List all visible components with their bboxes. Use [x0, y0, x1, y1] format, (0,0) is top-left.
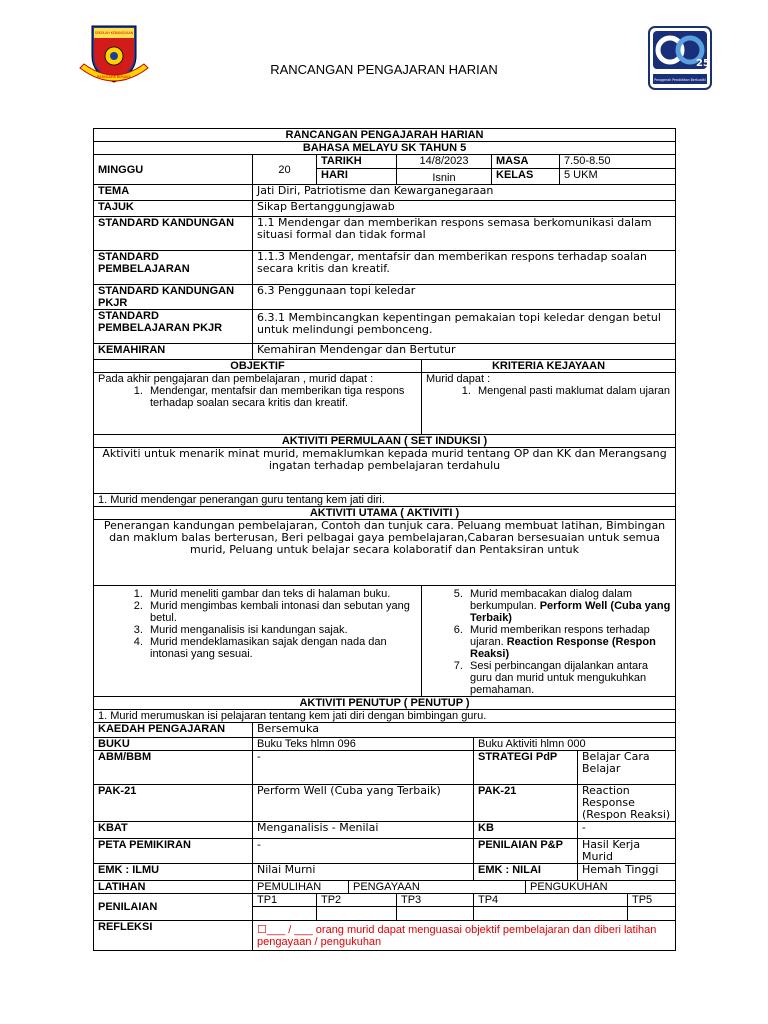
masa-label: MASA: [492, 155, 560, 169]
kriteria-intro: Murid dapat :: [426, 373, 491, 385]
standard-kandungan-pkjr-label: STANDARD KANDUNGAN PKJR: [94, 285, 253, 310]
pak21-label: PAK-21: [94, 785, 253, 822]
buku-aktiviti: Buku Aktiviti hlmn 000: [474, 738, 676, 751]
standard-pembelajaran-pkjr-label: STANDARD PEMBELAJARAN PKJR: [94, 310, 253, 344]
utama-left-item: 1. Murid meneliti gambar dan teks di halaman buku.: [146, 588, 417, 600]
buku-teks: Buku Teks hlmn 096: [253, 738, 474, 751]
kbat-value: Menganalisis - Menilai: [253, 822, 474, 839]
buku-label: BUKU: [94, 738, 253, 751]
permulaan-label: AKTIVITI PERMULAAN ( SET INDUKSI ): [94, 435, 676, 448]
item-bold: Perform Well (Cuba yang Terbaik): [470, 600, 671, 624]
crest-top-text: SEKOLAH KEBANGSAAN: [94, 31, 134, 35]
item-text: Murid memberikan respons terhadap ujaran.: [470, 624, 650, 648]
utama-left-item: 2. Murid mengimbas kembali intonasi dan sebutan yang betul.: [146, 600, 417, 624]
tp-cell: TP5: [628, 894, 676, 907]
tajuk-label: TAJUK: [94, 201, 253, 217]
objektif-cell: [94, 373, 422, 435]
item-text: Murid membacakan dialog dalam berkumpulan.: [470, 588, 633, 612]
abm-value: -: [253, 751, 474, 785]
tema-label: TEMA: [94, 185, 253, 201]
emk-nilai-value: Hemah Tinggi: [578, 864, 676, 881]
tarikh-label: TARIKH: [317, 155, 397, 169]
lesson-plan-table: [93, 128, 676, 951]
penutup-note: 1. Murid merumuskan isi pelajaran tentang kem jati diri dengan bimbingan guru.: [94, 710, 676, 723]
utama-text: Penerangan kandungan pembelajaran, Contoh dan tunjuk cara. Peluang membuat latihan, Bimbingan dan maklum balas berterusan, Beri pelbagai gaya pembelajaran,Cabaran bersesuaian untuk semua murid, Peluang untuk belajar secara kolaboratif dan Pentaksiran untuk: [94, 520, 676, 586]
logo-caption: Penggerak Pendidikan Berkualiti: [654, 78, 706, 82]
standard-pembelajaran-pkjr-value: 6.3.1 Membincangkan kepentingan pemakaian topi keledar dengan betul untuk melindungi pembonceng.: [253, 310, 676, 344]
pak21-value-2: Reaction Response (Respon Reaksi): [578, 785, 676, 822]
tp-blank: [474, 907, 628, 921]
kbat-label: KBAT: [94, 822, 253, 839]
kriteria-item: 1. Mengenal pasti maklumat dalam ujaran: [474, 385, 671, 397]
penutup-label: AKTIVITI PENUTUP ( PENUTUP ): [94, 697, 676, 710]
tp-cell: TP3: [397, 894, 474, 907]
standard-pembelajaran-value: 1.1.3 Mendengar, mentafsir dan memberikan respons terhadap soalan secara kritis dan kreatif.: [253, 251, 676, 285]
tp-cell: TP2: [317, 894, 397, 907]
page-title: RANCANGAN PENGAJARAN HARIAN: [270, 62, 498, 77]
tajuk-value: Sikap Bertanggungjawab: [253, 201, 676, 217]
utama-label: AKTIVITI UTAMA ( AKTIVITI ): [94, 507, 676, 520]
hari-label: HARI: [317, 169, 397, 185]
objektif-intro: Pada akhir pengajaran dan pembelajaran , murid dapat :: [98, 373, 374, 385]
peta-value: -: [253, 839, 474, 864]
kaedah-label: KAEDAH PENGAJARAN: [94, 723, 253, 738]
kelas-label: KELAS: [492, 169, 560, 185]
school-crest-logo: [78, 22, 150, 88]
standard-pembelajaran-label: STANDARD PEMBELAJARAN: [94, 251, 253, 285]
anniversary-logo: [648, 26, 712, 90]
penilaian-pp-label: PENILAIAN P&P: [474, 839, 578, 864]
standard-kandungan-value: 1.1 Mendengar dan memberikan respons semasa berkomunikasi dalam situasi formal dan tidak formal: [253, 217, 676, 251]
tema-value: Jati Diri, Patriotisme dan Kewarganegaraan: [253, 185, 676, 201]
objektif-item: 1. Mendengar, mentafsir dan memberikan tiga respons terhadap soalan secara kritis dan kreatif.: [146, 385, 417, 409]
strategi-label: STRATEGI PdP: [474, 751, 578, 785]
utama-left-item: 3. Murid menganalisis isi kandungan sajak.: [146, 624, 417, 636]
utama-right-cell: [422, 586, 676, 697]
latihan-pemulihan: PEMULIHAN: [253, 881, 349, 894]
penilaian-label: PENILAIAN: [94, 894, 253, 921]
permulaan-note: 1. Murid mendengar penerangan guru tentang kem jati diri.: [94, 494, 676, 507]
latihan-label: LATIHAN: [94, 881, 253, 894]
kriteria-cell: [422, 373, 676, 435]
masa-value: 7.50-8.50: [560, 155, 676, 169]
kemahiran-value: Kemahiran Mendengar dan Bertutur: [253, 344, 676, 360]
item-bold: Reaction Response (Respon Reaksi): [470, 636, 656, 660]
crest-ribbon-text: BERUSAHA BERJAYA: [97, 75, 131, 79]
utama-right-item: [466, 588, 671, 624]
table-subtitle: BAHASA MELAYU SK TAHUN 5: [94, 142, 676, 155]
tp-blank: [628, 907, 676, 921]
latihan-pengayaan: PENGAYAAN: [349, 881, 526, 894]
utama-left-item: 4. Murid mendeklamasikan sajak dengan nada dan intonasi yang sesuai.: [146, 636, 417, 660]
permulaan-text: Aktiviti untuk menarik minat murid, memaklumkan kepada murid tentang OP dan KK dan Merangsang ingatan terhadap pembelajaran terdahulu: [94, 448, 676, 494]
table-title: RANCANGAN PENGAJARAH HARIAN: [94, 129, 676, 142]
kriteria-label: KRITERIA KEJAYAAN: [422, 360, 676, 373]
tp-blank: [397, 907, 474, 921]
standard-kandungan-label: STANDARD KANDUNGAN: [94, 217, 253, 251]
minggu-value: 20: [253, 155, 317, 185]
hari-value: Isnin: [397, 169, 492, 185]
utama-left-cell: [94, 586, 422, 697]
item-text: Sesi perbincangan dijalankan antara guru dan murid untuk mengukuhkan pemahaman.: [470, 660, 648, 696]
standard-kandungan-pkjr-value: 6.3 Penggunaan topi keledar: [253, 285, 676, 310]
penilaian-pp-value: Hasil Kerja Murid: [578, 839, 676, 864]
pak21-value-1: Perform Well (Cuba yang Terbaik): [253, 785, 474, 822]
kb-value: -: [578, 822, 676, 839]
refleksi-text: ☐___ / ___ orang murid dapat menguasai objektif pembelajaran dan diberi latihan pengayaan / pengukuhan: [253, 921, 676, 951]
utama-right-item: [466, 660, 671, 696]
peta-label: PETA PEMIKIRAN: [94, 839, 253, 864]
emk-ilmu-label: EMK : ILMU: [94, 864, 253, 881]
abm-label: ABM/BBM: [94, 751, 253, 785]
latihan-pengukuhan: PENGUKUHAN: [526, 881, 676, 894]
minggu-label: MINGGU: [94, 155, 253, 185]
strategi-value: Belajar Cara Belajar: [578, 751, 676, 785]
emk-ilmu-value: Nilai Murni: [253, 864, 474, 881]
tp-blank: [253, 907, 317, 921]
kb-label: KB: [474, 822, 578, 839]
tp-cell: TP1: [253, 894, 317, 907]
logo-number: 25: [696, 58, 710, 69]
kelas-value: 5 UKM: [560, 169, 676, 185]
tp-blank: [317, 907, 397, 921]
kemahiran-label: KEMAHIRAN: [94, 344, 253, 360]
objektif-label: OBJEKTIF: [94, 360, 422, 373]
tp-cell: TP4: [474, 894, 628, 907]
refleksi-label: REFLEKSI: [94, 921, 253, 951]
pak21-label-2: PAK-21: [474, 785, 578, 822]
emk-nilai-label: EMK : NILAI: [474, 864, 578, 881]
utama-right-item: [466, 624, 671, 660]
tarikh-value: 14/8/2023: [397, 155, 492, 169]
kaedah-value: Bersemuka: [253, 723, 676, 738]
